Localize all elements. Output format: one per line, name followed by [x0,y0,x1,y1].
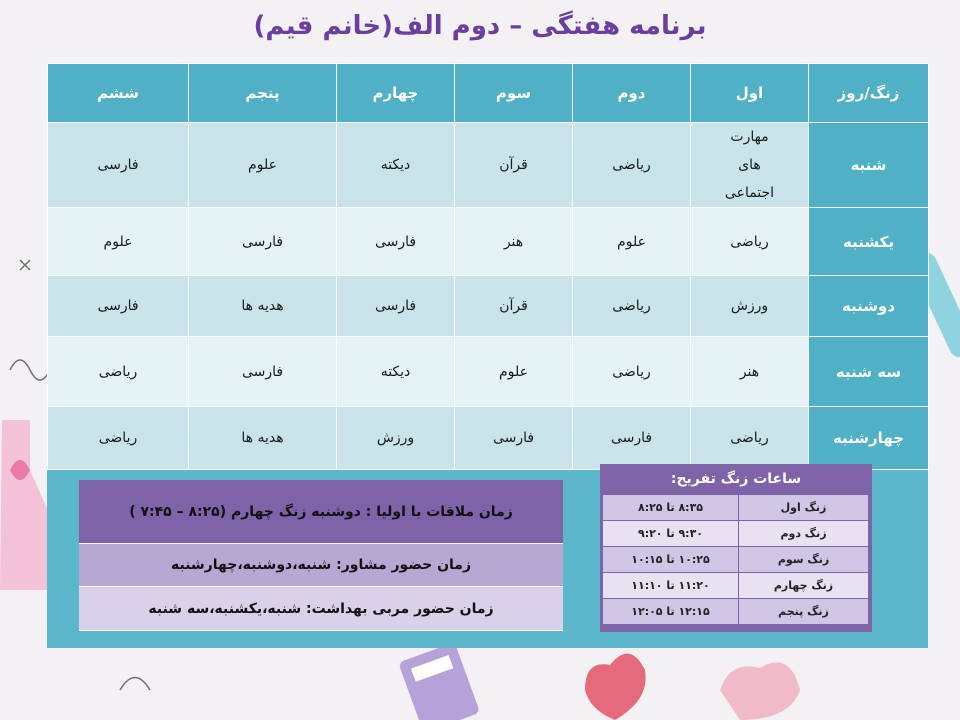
class-cell: علوم [573,208,691,276]
class-cell: فارسی [189,208,337,276]
class-cell: هدیه ها [189,407,337,470]
class-cell: علوم [48,208,189,276]
class-cell: ریاضی [48,407,189,470]
class-cell: فارسی [48,123,189,208]
table-row [48,208,929,276]
table-row [48,337,929,407]
bell-time: ۱۱:۲۰ تا ۱۱:۱۰ [603,573,739,599]
class-cell: فارسی [189,337,337,407]
weekly-schedule-table [47,63,929,470]
bell-name: زنگ چهارم [739,573,869,599]
bell-time: ۸:۳۵ تا ۸:۲۵ [603,495,739,521]
bell-time: ۱۲:۱۵ تا ۱۲:۰۵ [603,599,739,625]
day-label: یکشنبه [809,208,929,276]
bell-time: ۹:۳۰ تا ۹:۲۰ [603,521,739,547]
class-cell: ریاضی [573,123,691,208]
class-cell: ورزش [337,407,455,470]
page-title: برنامه هفتگی – دوم الف(خانم قیم) [253,11,707,41]
class-cell: دیکته [337,337,455,407]
class-cell: ریاضی [691,407,809,470]
table-header-row [48,64,929,123]
table-row [48,276,929,337]
class-cell: فارسی [337,276,455,337]
class-cell: ریاضی [48,337,189,407]
bell-name: زنگ پنجم [739,599,869,625]
period-header: دوم [573,64,691,123]
counselor-note: زمان حضور مشاور: شنبه،دوشنبه،چهارشنبه [79,544,563,587]
bell-name: زنگ دوم [739,521,869,547]
schedule-panel [47,63,928,648]
day-label: شنبه [809,123,929,208]
day-label: چهارشنبه [809,407,929,470]
class-cell: ریاضی [573,337,691,407]
table-row [48,123,929,208]
bell-row [603,573,869,599]
period-header: ششم [48,64,189,123]
bell-name: زنگ سوم [739,547,869,573]
heart-icon [585,654,800,720]
period-header: پنجم [189,64,337,123]
corner-header: زنگ/روز [809,64,929,123]
class-cell: دیکته [337,123,455,208]
bell-row [603,599,869,625]
bell-row [603,495,869,521]
day-label: دوشنبه [809,276,929,337]
class-cell: قرآن [455,123,573,208]
class-cell: فارسی [573,407,691,470]
bell-time: ۱۰:۲۵ تا ۱۰:۱۵ [603,547,739,573]
bell-row [603,521,869,547]
day-label: سه شنبه [809,337,929,407]
class-cell: فارسی [48,276,189,337]
period-header: اول [691,64,809,123]
class-cell: علوم [455,337,573,407]
class-cell: ورزش [691,276,809,337]
class-cell: هنر [691,337,809,407]
health-note: زمان حضور مربی بهداشت: شنبه،یکشنبه،سه شنبه [79,587,563,631]
class-cell: علوم [189,123,337,208]
bell-times-table [602,494,869,625]
class-cell: هدیه ها [189,276,337,337]
class-cell: فارسی [337,208,455,276]
class-cell: ریاضی [573,276,691,337]
notes-box [79,480,563,632]
bell-name: زنگ اول [739,495,869,521]
class-cell: قرآن [455,276,573,337]
parent-meeting-note: زمان ملاقات با اولیا : دوشنبه زنگ چهارم (۸:۲۵ – ۷:۴۵ ) [79,480,563,544]
class-cell: مهارت های اجتماعی [691,123,809,208]
bell-times-box [600,464,872,632]
bell-row [603,547,869,573]
bell-times-title: ساعات زنگ تفریح: [670,471,802,487]
period-header: سوم [455,64,573,123]
class-cell: فارسی [455,407,573,470]
calculator-icon [398,642,480,720]
class-cell: ریاضی [691,208,809,276]
class-cell: هنر [455,208,573,276]
table-row [48,407,929,470]
period-header: چهارم [337,64,455,123]
